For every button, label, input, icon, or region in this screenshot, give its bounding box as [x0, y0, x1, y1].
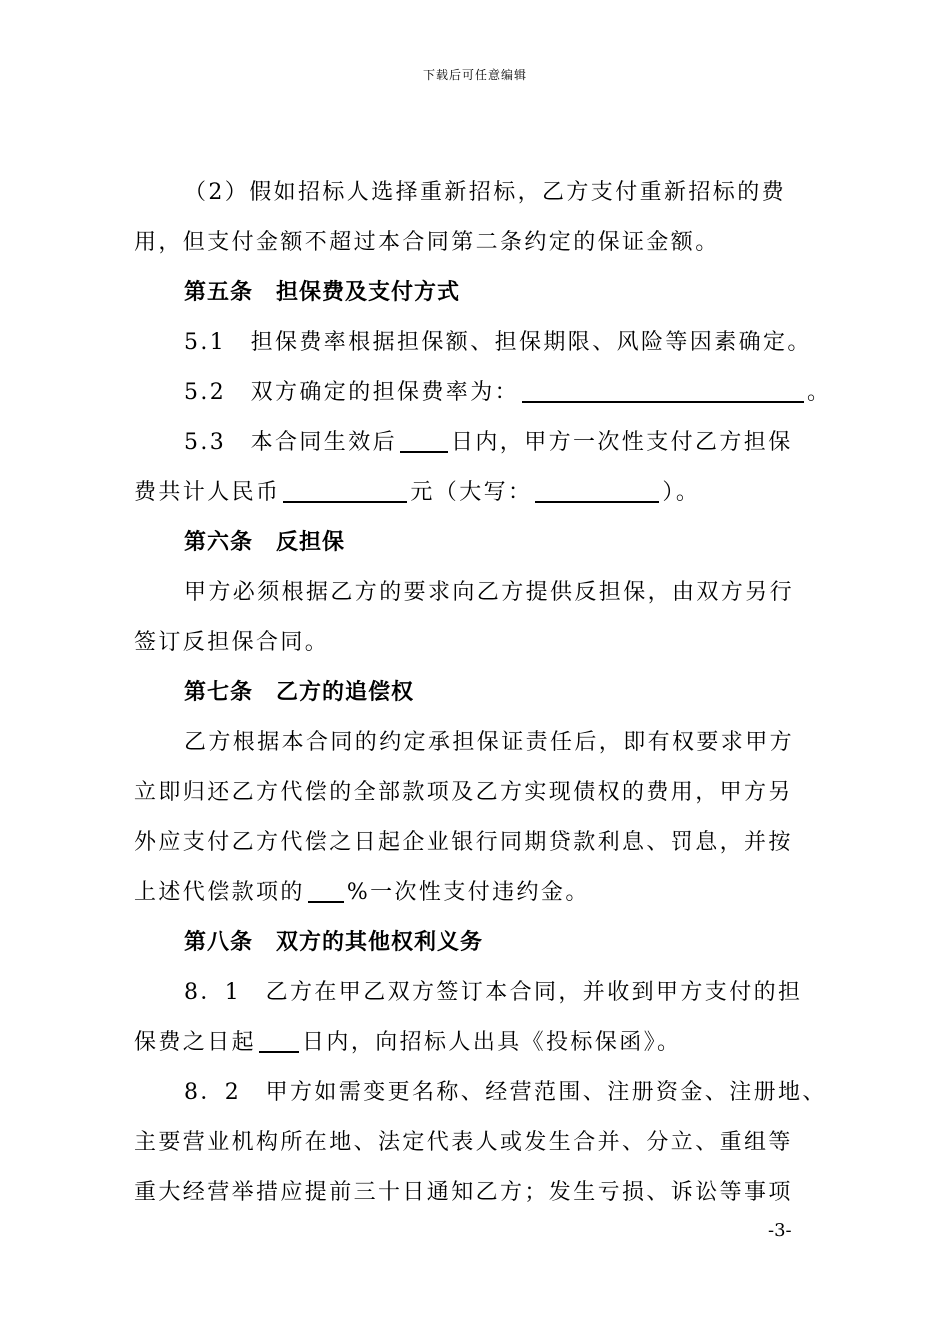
- document-body: [134, 168, 834, 1218]
- fill-in-blank: [259, 1025, 299, 1053]
- paragraph-line: [134, 868, 834, 918]
- page-number: -3-: [768, 1220, 792, 1241]
- article-8-heading: 第八条 双方的其他权利义务: [184, 930, 484, 955]
- clause-8-1-continued: [134, 1018, 834, 1068]
- paragraph-line: 外应支付乙方代偿之日起企业银行同期贷款利息、罚息，并按: [134, 830, 793, 855]
- clause-text: %一次性支付违约金。: [346, 880, 590, 905]
- fill-in-blank: [283, 475, 407, 503]
- clause-text: 元（大写：: [410, 480, 533, 505]
- clause-text: 。: [807, 380, 832, 405]
- clause-text: 保费之日起: [134, 1030, 257, 1055]
- paragraph-line: 立即归还乙方代偿的全部款项及乙方实现债权的费用，甲方另: [134, 780, 793, 805]
- article-6-heading: 第六条 反担保: [184, 530, 346, 555]
- fill-in-blank: [522, 375, 804, 403]
- clause-text: 上述代偿款项的: [134, 880, 305, 905]
- paragraph-line: 签订反担保合同。: [134, 630, 330, 655]
- paragraph-line: （2）假如招标人选择重新招标，乙方支付重新招标的费: [184, 180, 786, 205]
- clause-text: ）。: [662, 480, 701, 505]
- clause-5-3: [134, 418, 834, 468]
- clause-text: 日内，向招标人出具《投标保函》。: [302, 1030, 682, 1055]
- fill-in-blank: [400, 425, 448, 453]
- fill-in-blank: [535, 475, 659, 503]
- paragraph-line: 重大经营举措应提前三十日通知乙方；发生亏损、诉讼等事项: [134, 1180, 793, 1205]
- clause-8-2: 8．2 甲方如需变更名称、经营范围、注册资金、注册地、: [184, 1080, 827, 1105]
- clause-text: 5.2 双方确定的担保费率为：: [184, 380, 519, 405]
- paragraph-line: 用，但支付金额不超过本合同第二条约定的保证金额。: [134, 230, 720, 255]
- clause-text: 费共计人民币: [134, 480, 281, 505]
- paragraph-line: 乙方根据本合同的约定承担保证责任后，即有权要求甲方: [184, 730, 795, 755]
- clause-5-3-continued: [134, 468, 834, 518]
- clause-text: 日内，甲方一次性支付乙方担保: [451, 430, 793, 455]
- clause-8-1: 8．1 乙方在甲乙双方签订本合同，并收到甲方支付的担: [184, 980, 803, 1005]
- paragraph-line: 主要营业机构所在地、法定代表人或发生合并、分立、重组等: [134, 1130, 793, 1155]
- page-header: 下载后可任意编辑: [422, 68, 527, 82]
- clause-5-2: [134, 368, 834, 418]
- article-7-heading: 第七条 乙方的追偿权: [184, 680, 415, 705]
- clause-5-1: 5.1 担保费率根据担保额、担保期限、风险等因素确定。: [184, 330, 812, 355]
- clause-text: 5.3 本合同生效后: [184, 430, 397, 455]
- fill-in-blank: [308, 875, 344, 903]
- paragraph-line: 甲方必须根据乙方的要求向乙方提供反担保，由双方另行: [184, 580, 795, 605]
- article-5-heading: 第五条 担保费及支付方式: [184, 280, 461, 305]
